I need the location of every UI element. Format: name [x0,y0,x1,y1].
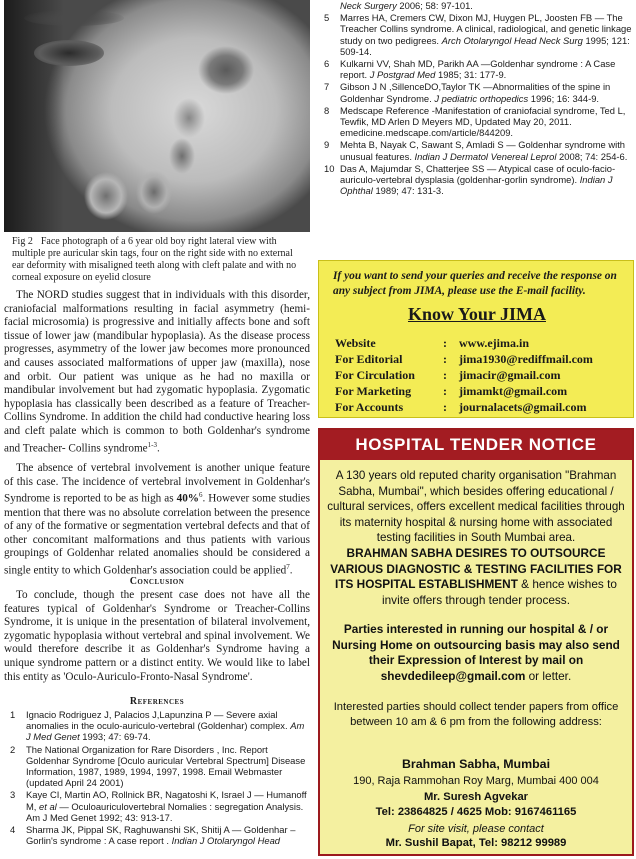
jima-row-website [335,336,625,352]
tender-intro: A 130 years old reputed charity organisation "Brahman Sabha, Mumbai", which besides offering educational / cultural services, offers excellent medical facilities through its maternity hospital & nursing home with associated testing facilities in South Mumbai area. [327,469,625,544]
reference-journal: J pediatric orthopedics [434,92,529,104]
reference-journal: Indian J Ophthal [340,174,613,197]
reference-number: 2 [10,743,16,755]
right-column [318,0,634,859]
citation-sup: 7 [286,562,290,571]
photo-brow [24,10,124,26]
reference-details: 2008; 74: 254-6. [556,150,628,162]
reference-details: 1989; 47: 131-3. [372,185,444,197]
references-heading: References [129,696,185,707]
references-list-right [318,0,632,197]
reference-item [4,744,310,789]
jima-row-accounts [335,400,625,416]
reference-number: 5 [324,12,330,24]
reference-item [318,139,632,161]
tender-site-visit: For site visit, please contact [408,823,544,835]
reference-item [4,709,310,743]
reference-text: Ignacio Rodriguez J, Palacios J,Lapunzina P — Severe axial anomalies in the oculo-auriculo-vertebral (Goldenhar) complex. [26,709,291,732]
reference-item [4,789,310,823]
reference-item [318,12,632,57]
jima-title-text: Know Your JIMA [407,304,546,324]
jima-row-circulation [335,368,625,384]
colon: : [443,352,447,366]
paragraph-nord-studies [4,289,310,456]
marketing-email-link[interactable]: jimamkt@gmail.com [459,384,568,398]
reference-journal: Am J Med Genet [26,720,305,743]
conclusion-text: To conclude, though the present case does not have all the features typical of Goldenhar's Syndrome or Treacher-Collins Syndrome, it is unique in the presentation of bilateral involvement, zygomatic hypoplasia without vertebral and spinal involvement. We would therefore describe it as Goldenhar's Syndrome having a unique syndrome pattern or a distinct entity. We would like to label this entity as 'Oculo-Auriculo-Fronto-Nasal Syndrome'. [4,589,310,683]
contact1-name: Mr. Suresh Agvekar [423,791,529,803]
reference-number: 3 [10,789,16,801]
reference-journal: Arch Otolaryngol Head Neck Surg [441,34,583,46]
citation-sup: 6 [198,491,203,500]
reference-item [318,163,632,197]
reference-details: 1993; 47: 69-74. [79,731,151,743]
intro-text: The NORD studies suggest that in individuals with this disorder, craniofacial malformations resulting in facial asymmetry (hemi-facial microsomia) is progressive and initially affects bone and soft tissue of lower jaw (mandibular hypoplasia). As the disease process progresses, asymmetry of the lower jaw becomes more pronounced and causes associated malformations of upper jaw (maxilla), nose and orbit. Our patient was unique as he had no maxilla or mandibular involvement but had zygomatic hypoplasia. Zygomatic hypoplasia has classically been described as a feature of Treacher-Collins Syndrome. In addition the child had conductive hearing loss and cleft palate which is common to both Goldenhar's syndrome and Treacher- Collins syndrome [4,289,310,455]
reference-number: 1 [10,709,16,720]
reference-number: 6 [324,58,330,70]
reference-item [318,81,632,103]
absence-text: The absence of vertebral involvement is another unique feature of this case. The incidence of vertebral involvement in Goldenhar's Syndrome is reported to be as high as [4,462,310,505]
reference-continuation [318,0,632,11]
tender-org-name: Brahman Sabha, Mumbai [401,757,551,771]
tender-parties-rest: or letter. [525,668,572,683]
reference-details: 1995; 121: 509-14. [340,34,630,57]
reference-text: Medscape Reference -Manifestation of craniofacial syndrome, Ted L, Tewfik, MD Arlen D Meyers MD, Updated May 20, 2011. emedicine.medscape.com/article/844209. [340,104,626,139]
colon: : [443,336,447,350]
tender-heading: HOSPITAL TENDER NOTICE [320,430,632,460]
jima-intro: If you want to send your queries and receive the response on any subject from JIMA, please use the E-mail facility. [333,270,617,297]
reference-details: 1996; 16: 344-9. [528,92,600,104]
jima-row-key: Website [335,336,376,350]
tender-address: 190, Raja Rammohan Roy Marg, Mumbai 400 004 [353,775,599,787]
photo-shadow [4,0,64,232]
website-link[interactable]: www.ejima.in [459,336,529,350]
reference-number: 8 [324,104,330,116]
paragraph-vertebral-absence [4,462,310,578]
reference-text: Sharma JK, Pippal SK, Raghuwanshi SK, Shitij A — Goldenhar – Gorlin's syndrome : A case report . [26,824,296,847]
colon: : [443,400,447,414]
hospital-tender-notice [318,428,634,856]
reference-details: 1985; 31: 177-9. [435,69,507,81]
jima-row-editorial [335,352,625,368]
tender-collect: Interested parties should collect tender papers from office between 10 am & 6 pm from the following address: [333,701,619,728]
reference-number: 9 [324,139,330,151]
patient-face-photo [4,0,310,232]
tender-outsource-rest: & hence wishes to invite offers through tender process. [382,577,617,607]
jima-row-marketing [335,384,625,400]
jima-row-key: For Accounts [335,400,404,414]
left-column [4,0,310,859]
reference-number: 4 [10,824,16,836]
reference-journal: Neck Surgery [340,0,397,11]
reference-text: Kaye CI, Martin AO, Rollnick BR, Nagatoshi K, Israel J — Humanoff M, [26,789,307,812]
reference-item [318,58,632,80]
reference-number: 7 [324,81,330,93]
reference-text: Kulkarni VV, Shah MD, Parikh AA —Goldenhar syndrome : A Case report. [340,58,616,81]
reference-details: 2006; 58: 97-101. [396,0,473,11]
figure-caption-text: Face photograph of a 6 year old boy right lateral view with multiple pre auricular skin tags, four on the right side with no external ear deformity with misaligned teeth along with cleft palate and with no corneal exposure on eyelid closure [12,236,297,283]
colon: : [443,368,447,382]
reference-text: Mehta B, Nayak C, Sawant S, Amladi S — Goldenhar syndrome with unusual features. [340,139,626,162]
tender-parties [326,622,626,684]
editorial-email-link[interactable]: jima1930@rediffmail.com [459,352,593,366]
citation-sup: 1-3 [147,440,157,449]
reference-text: Das A, Majumdar S, Chatterjee SS — Atypical case of oculo-facio-auriculo-vertebral dysplasia (goldenhar-gorlin syndrome). [340,162,616,186]
accounts-email-link[interactable]: journalacets@gmail.com [459,400,587,414]
reference-number: 10 [324,162,335,174]
tender-outsource-bold: BRAHMAN SABHA DESIRES TO OUTSOURCE VARIOUS DIAGNOSTIC & TESTING FACILITIES FOR ITS HOSPITAL ESTABLISHMENT [330,546,622,591]
tender-outsource [326,546,626,608]
circulation-email-link[interactable]: jimacir@gmail.com [459,368,561,382]
references-list-left [4,709,310,847]
know-your-jima-box [318,260,634,418]
colon: : [443,384,447,398]
reference-journal: et al [39,800,57,812]
reference-item [318,105,632,139]
incidence-percent: 40% [176,492,199,505]
absence-end: . [289,564,293,577]
reference-text: Marres HA, Cremers CW, Dixon MJ, Huygen PL, Joosten FB — The Treacher Collins syndrome. A clinical, radiological, and genetic linkage study on two pedigrees. [340,12,632,46]
intro-end: . [156,442,160,455]
absence-text-mid: . However some studies mention that there was no absolute correlation between the presence of any of the formative or segmentation vertebral defects and that of other concomitant malformations and thus patients with various groupings of Goldenhar related anomalies should be considered a single entity to which Goldenhar's association could be applied [4,492,310,577]
jima-row-key: For Circulation [335,368,415,382]
tender-parties-text: Parties interested in running our hospital & / or Nursing Home on outsourcing basis may also send their Expression of Interest by mail on [332,622,620,667]
contact1-tel: Tel: 23864825 / 4625 Mob: 9167461165 [375,806,577,818]
tender-contact1 [326,790,626,820]
reference-item [4,824,310,846]
jima-row-key: For Marketing [335,384,412,398]
reference-journal: Indian J Dermatol Venereal Leprol [414,150,557,162]
figure-caption [12,236,304,284]
photo-eye [34,40,104,66]
jima-title [319,304,635,325]
paragraph-conclusion [4,589,310,684]
tender-email-link[interactable]: shevdedileep@gmail.com [380,668,526,683]
reference-text: The National Organization for Rare Disorders , Inc. Report Goldenhar Syndrome [Oculo auricular Vertebral Spectrum] Disease Information, 1987, 1989, 1994, 1997, 1998. Email Webmaster (updated April 24 2001) [26,743,306,789]
reference-details: — Oculoauriculovertebral Nomalies : segregation Analysis. Am J Med Genet 1992; 43: 913-17. [26,800,304,823]
reference-text: Gibson J N ,SillenceDO,Taylor TK —Abnormalities of the spine in Goldenhar Syndrome. [340,81,611,104]
figure-label: Fig 2 [12,236,33,247]
reference-journal: Indian J Otolaryngol Head [171,835,281,847]
jima-row-key: For Editorial [335,352,403,366]
conclusion-heading: Conclusion [129,576,185,587]
tender-contact2: Mr. Sushil Bapat, Tel: 98212 99989 [385,837,567,849]
reference-journal: J Postgrad Med [369,69,436,81]
